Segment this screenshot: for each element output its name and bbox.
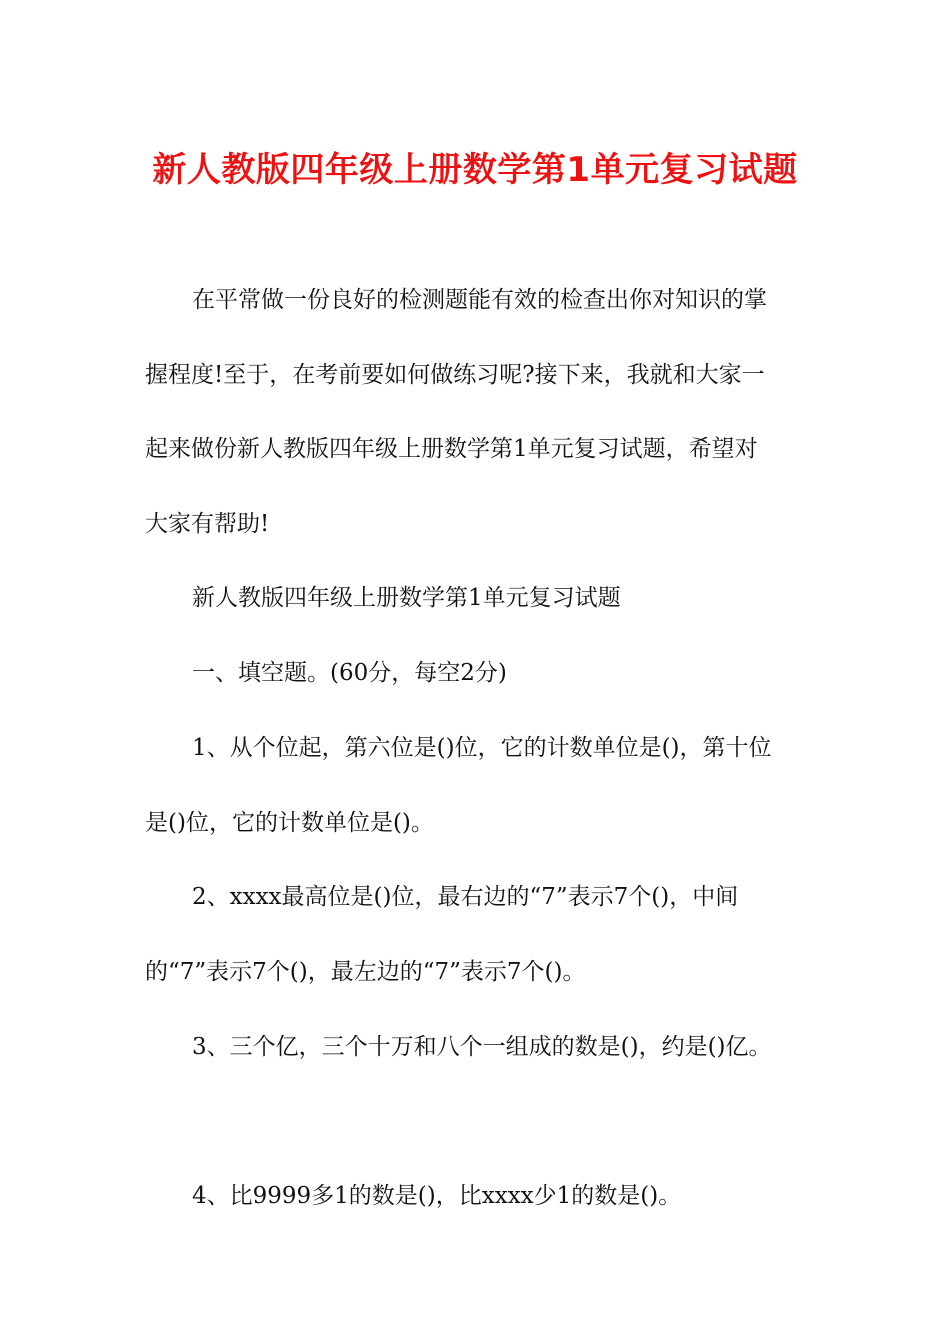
subtitle: 新人教版四年级上册数学第1单元复习试题 <box>192 585 621 611</box>
intro-line-3: 起来做份新人教版四年级上册数学第1单元复习试题，希望对 <box>145 436 758 462</box>
question-3: 3、三个亿，三个十万和八个一组成的数是()，约是()亿。 <box>192 1034 772 1060</box>
intro-line-4: 大家有帮助! <box>145 511 270 537</box>
section-heading: 一、填空题。(60分，每空2分) <box>192 660 507 686</box>
question-2-line-1: 2、xxxx最高位是()位，最右边的“7”表示7个()，中间 <box>192 884 739 910</box>
question-2-line-2: 的“7”表示7个()，最左边的“7”表示7个()。 <box>145 959 586 985</box>
intro-line-2: 握程度!至于，在考前要如何做练习呢?接下来，我就和大家一 <box>145 362 765 388</box>
intro-line-1: 在平常做一份良好的检测题能有效的检查出你对知识的掌 <box>192 287 767 313</box>
question-1-line-2: 是()位，它的计数单位是()。 <box>145 810 434 836</box>
document-title: 新人教版四年级上册数学第1单元复习试题 <box>152 150 798 190</box>
question-4: 4、比9999多1的数是()，比xxxx少1的数是()。 <box>192 1183 682 1209</box>
question-1-line-1: 1、从个位起，第六位是()位，它的计数单位是()，第十位 <box>192 735 772 761</box>
